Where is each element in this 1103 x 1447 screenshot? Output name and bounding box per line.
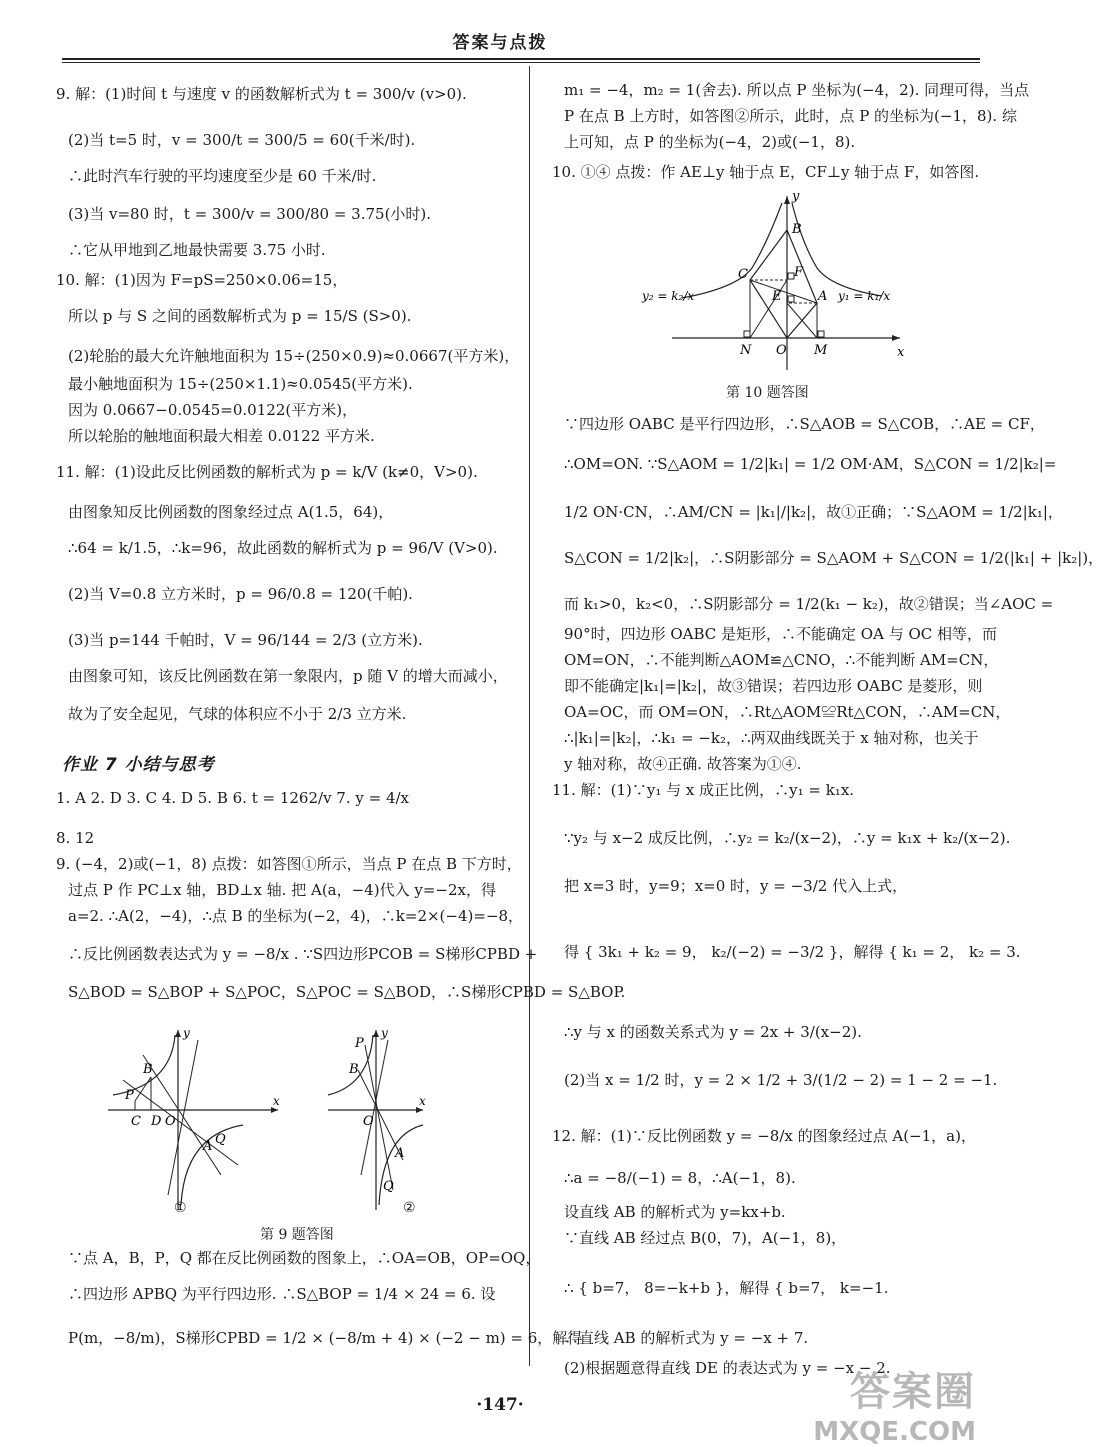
figure-10-caption: 第 10 题答图 [726,385,809,401]
fig10-label-x: x [897,345,905,360]
fig10-label-y: y [792,189,800,204]
figure-9-caption: 第 9 题答图 [260,1227,334,1243]
figure-9-graphs [103,1025,433,1215]
answer-line: ∴OM=ON. ∵S△AOM = 1/2|k₁| = 1/2 OM·AM，S△CON = 1/2|k₂|= [564,455,1057,473]
answer-line: ∴64 = k/1.5，∴k=96，故此函数的解析式为 p = 96/V (V>0). [68,539,498,557]
figure-9-label-1: ① [174,1200,187,1216]
header-rule-thin [62,62,980,63]
answer-line: a=2. ∴A(2，−4)，∴点 B 的坐标为(−2，4)，∴k=2×(−4)=−8， [68,907,524,925]
answer-line: (2)当 t=5 时，v = 300/t = 300/5 = 60(千米/时). [68,131,416,149]
answer-line: (3)当 p=144 千帕时，V = 96/144 = 2/3 (立方米). [68,631,423,649]
header-title: 答案与点拨 [452,33,548,53]
answer-line: 即不能确定|k₁|=|k₂|，故③错误；若四边形 OABC 是菱形，则 [564,677,983,695]
answer-line: 过点 P 作 PC⊥x 轴，BD⊥x 轴. 把 A(a，−4)代入 y=−2x，得 [68,881,496,899]
answer-line: S△CON = 1/2|k₂|，∴S阴影部分 = S△AOM + S△CON = 1/2(|k₁| + |k₂|)， [564,549,1103,567]
answer-line: ∴它从甲地到乙地最快需要 3.75 小时. [68,241,326,259]
section-title: 作业 7 小结与思考 [62,755,215,775]
fig10-label-C: C [738,267,748,282]
answer-line: 得 { 3k₁ + k₂ = 9， k₂/(−2) = −3/2 }，解得 { k₁ = 2， k₂ = 3. [564,943,1021,961]
fig9-label-Q: Q [215,1132,226,1147]
answer-line: 12. 解：(1)∵反比例函数 y = −8/x 的图象经过点 A(−1，a)， [552,1127,976,1145]
answer-line: (2)轮胎的最大允许触地面积为 15÷(250×0.9)≈0.0667(平方米)， [68,347,520,365]
fig9-label-D: D [151,1114,162,1129]
fig9b-label-Q: Q [383,1179,394,1194]
answer-line: 由图象可知，该反比例函数在第一象限内，p 随 V 的增大而减小， [68,667,508,685]
answer-line: ∴a = −8/(−1) = 8，∴A(−1，8). [564,1169,796,1187]
fig10-label-F: F [794,265,804,280]
answer-line: ∵四边形 OABC 是平行四边形，∴S△AOB = S△COB，∴AE = CF， [564,415,1045,433]
fig10-label-B: B [792,222,802,237]
figure-9-graph-1 [108,1026,280,1210]
fig9b-label-A: A [395,1146,405,1161]
answer-line: m₁ = −4，m₂ = 1(舍去). 所以点 P 坐标为(−4，2). 同理可得，当点 [564,81,1030,99]
fig10-label-A: A [818,289,828,304]
fig10-label-N: N [740,343,752,358]
answer-line: ∵y₂ 与 x−2 成反比例，∴y₂ = k₂/(x−2)，∴y = k₁x + k₂/(x−2). [564,829,1011,847]
answer-line: (2)当 V=0.8 立方米时，p = 96/0.8 = 120(千帕). [68,585,413,603]
header-rule [62,58,980,60]
fig9b-label-P: P [355,1036,364,1051]
answer-line: 设直线 AB 的解析式为 y=kx+b. [564,1203,786,1221]
answer-line: (3)当 v=80 时，t = 300/v = 300/80 = 3.75(小时). [68,205,432,223]
fig9b-label-x: x [419,1094,426,1108]
answer-line: ∴此时汽车行驶的平均速度至少是 60 千米/时. [68,167,377,185]
fig10-label-y2: y₂ = k₂/x [642,289,695,303]
page-number: ·147· [476,1395,524,1415]
watermark-logo: 答案圈 [850,1369,976,1415]
fig9-label-P: P [125,1088,134,1103]
fig9-label-C: C [131,1114,141,1129]
answer-line: ∴直线 AB 的解析式为 y = −x + 7. [564,1329,809,1347]
fig9b-label-O: O [363,1114,374,1129]
column-divider [529,66,530,1366]
answer-line: 90°时，四边形 OABC 是矩形，∴不能确定 OA 与 OC 相等，而 [564,625,998,643]
fig10-label-y1: y₁ = k₁/x [838,289,891,303]
answer-line: ∴反比例函数表达式为 y = −8/x . ∵S四边形PCOB = S梯形CPBD + [68,945,538,963]
fig9-label-x: x [273,1094,280,1108]
answer-line: (2)根据题意得直线 DE 的表达式为 y = −x − 2. [564,1359,891,1377]
answer-line: 11. 解：(1)设此反比例函数的解析式为 p = k/V (k≠0，V>0). [56,463,478,481]
fig9-label-y: y [183,1026,190,1040]
answer-line: 所以轮胎的触地面积最大相差 0.0122 平方米. [68,427,375,445]
answer-line: ∴ { b=7， 8=−k+b }，解得 { b=7， k=−1. [564,1279,889,1297]
answer-line: ∴|k₁|=|k₂|，∴k₁ = −k₂，∴两双曲线既关于 x 轴对称，也关于 [564,729,979,747]
answer-line: P(m，−8/m)，S梯形CPBD = 1/2 × (−8/m + 4) × (−2 − m) = 6，解得 [68,1329,583,1347]
fig9-label-A: A [203,1139,213,1154]
fig10-label-O: O [776,343,787,358]
fig9b-label-y: y [381,1026,388,1040]
answer-line: P 在点 B 上方时，如答图②所示，此时，点 P 的坐标为(−1，8). 综 [564,107,1017,125]
answer-line: 1. A 2. D 3. C 4. D 5. B 6. t = 1262/v 7. y = 4/x [56,789,410,807]
fig9b-label-B: B [349,1062,359,1077]
answer-line: 把 x=3 时，y=9；x=0 时，y = −3/2 代入上式， [564,877,908,895]
answer-line: 因为 0.0667−0.0545=0.0122(平方米)， [68,401,358,419]
answer-line: 8. 12 [56,829,95,847]
answer-line: 由图象知反比例函数的图象经过点 A(1.5，64)， [68,503,394,521]
answer-line: 10. ①④ 点拨：作 AE⊥y 轴于点 E，CF⊥y 轴于点 F，如答图. [552,163,980,181]
watermark [813,1360,976,1447]
fig10-label-M: M [814,343,828,358]
watermark-url: MXQE.COM [813,1417,976,1447]
answer-line: S△BOD = S△BOP + S△POC，S△POC = S△BOD，∴S梯形CPBD = S△BOP. [68,983,626,1001]
figure-9-graph-2 [328,1026,426,1210]
answer-line: 1/2 ON·CN，∴AM/CN = |k₁|/|k₂|，故①正确；∵S△AOM = 1/2|k₁|， [564,503,1063,521]
answer-line: OA=OC，而 OM=ON，∴Rt△AOM≌Rt△CON，∴AM=CN， [564,703,1011,721]
figure-10-graph [642,188,912,378]
answer-line: y 轴对称，故④正确. 故答案为①④. [564,755,802,773]
answer-line: 故为了安全起见，气球的体积应不小于 2/3 立方米. [68,705,407,723]
answer-line: ∴y 与 x 的函数关系式为 y = 2x + 3/(x−2). [564,1023,862,1041]
answer-line: (2)当 x = 1/2 时，y = 2 × 1/2 + 3/(1/2 − 2) = 1 − 2 = −1. [564,1071,998,1089]
answer-line: ∵点 A，B，P，Q 都在反比例函数的图象上，∴OA=OB，OP=OQ， [68,1249,541,1267]
answer-line: 最小触地面积为 15÷(250×1.1)≈0.0545(平方米). [68,375,413,393]
answer-line: 上可知，点 P 的坐标为(−4，2)或(−1，8). [564,133,856,151]
fig9-label-O: O [165,1114,176,1129]
answer-line: ∴四边形 APBQ 为平行四边形. ∴S△BOP = 1/4 × 24 = 6. 设 [68,1285,496,1303]
answer-line: 10. 解：(1)因为 F=pS=250×0.06=15， [56,271,348,289]
answer-line: 11. 解：(1)∵y₁ 与 x 成正比例，∴y₁ = k₁x. [552,781,855,799]
fig10-label-E: E [772,289,782,304]
answer-line: 所以 p 与 S 之间的函数解析式为 p = 15/S (S>0). [68,307,412,325]
fig9-label-B: B [143,1062,153,1077]
answer-line: 而 k₁>0，k₂<0，∴S阴影部分 = 1/2(k₁ − k₂)，故②错误；当∠AOC = [564,595,1054,613]
figure-9-label-2: ② [403,1200,416,1216]
answer-line: 9. 解：(1)时间 t 与速度 v 的函数解析式为 t = 300/v (v>0). [56,85,467,103]
answer-line: OM=ON，∴不能判断△AOM≌△CNO，∴不能判断 AM=CN， [564,651,999,669]
answer-line: ∵直线 AB 经过点 B(0，7)，A(−1，8)， [564,1229,847,1247]
answer-line: 9. (−4，2)或(−1，8) 点拨：如答图①所示，当点 P 在点 B 下方时， [56,855,522,873]
